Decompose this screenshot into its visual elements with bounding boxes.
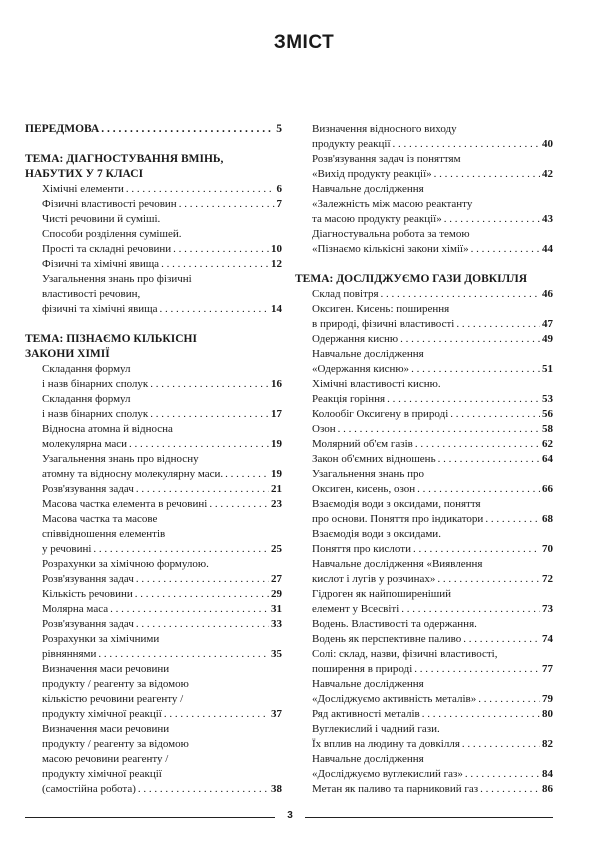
toc-entry-text: Молярна маса — [42, 603, 109, 615]
toc-entry[interactable] — [295, 722, 553, 752]
toc-page-number: 33 — [271, 618, 282, 630]
dot-leader — [126, 182, 275, 197]
toc-page-number: 19 — [271, 468, 282, 480]
toc-entry-leader-row — [312, 512, 553, 527]
toc-page-number: 73 — [542, 603, 553, 615]
toc-entry[interactable] — [25, 497, 282, 512]
toc-entry[interactable] — [295, 617, 553, 647]
toc-entry-leader-row — [42, 302, 282, 317]
toc-page-number: 53 — [542, 393, 553, 405]
toc-page-number: 79 — [542, 693, 553, 705]
toc-entry-text: Складання формул — [42, 363, 131, 375]
footer-rule-right — [305, 817, 553, 818]
toc-entry-leader-row — [42, 602, 282, 617]
dot-leader — [209, 497, 269, 512]
toc-entry-text: Гідроген як найпоширеніший — [312, 588, 452, 600]
toc-entry-text: Визначення маси речовини — [42, 723, 170, 735]
toc-page-number: 29 — [271, 588, 282, 600]
toc-entry[interactable] — [25, 362, 282, 392]
toc-entry-text: Фізичні властивості речовин — [42, 198, 177, 210]
toc-page-number: 80 — [542, 708, 553, 720]
toc-page-number: 6 — [276, 183, 282, 195]
toc-entry-text: Визначення відносного виходу — [312, 123, 457, 135]
toc-entry-text: продукту / реагенту за відомою — [42, 738, 189, 750]
toc-page-number: 25 — [271, 543, 282, 555]
dot-leader — [160, 302, 269, 317]
dot-leader — [101, 122, 274, 137]
toc-entry-text: Навчальне дослідження — [312, 348, 424, 360]
toc-entry[interactable] — [25, 512, 282, 557]
toc-entry-leader-row — [312, 452, 553, 467]
toc-entry-leader-row — [312, 287, 553, 302]
toc-entry-text: Масова частка елемента в речовині — [42, 498, 208, 510]
toc-entry[interactable] — [295, 332, 553, 347]
toc-entry[interactable] — [25, 632, 282, 662]
toc-entry-text: Поняття про кислоти — [312, 543, 411, 555]
toc-entry-text: атомну та відносну молекулярну маси. — [42, 468, 224, 480]
toc-page-number: 21 — [271, 483, 282, 495]
toc-entry-text: «Вихід продукту реакції» — [312, 168, 432, 180]
toc-entry-text: Одержання кисню — [312, 333, 399, 345]
toc-entry-text: Взаємодія води з оксидами, поняття — [312, 498, 481, 510]
toc-entry[interactable] — [25, 722, 282, 797]
toc-entry[interactable] — [295, 122, 553, 152]
toc-entry-text: Навчальне дослідження — [312, 753, 424, 765]
dot-leader — [225, 467, 269, 482]
toc-entry-text: «Досліджуємо вуглекислий газ» — [312, 768, 463, 780]
toc-entry[interactable] — [295, 227, 553, 257]
toc-entry-leader-row — [312, 482, 553, 497]
toc-entry-text: Солі: склад, назви, фізичні властивості, — [312, 648, 498, 660]
toc-entry-text: Розв'язування задач із поняттям — [312, 153, 461, 165]
toc-page-number: 58 — [542, 423, 553, 435]
toc-entry-text: Хімічні властивості кисню. — [312, 378, 441, 390]
toc-entry-text: Розв'язування задач — [42, 573, 134, 585]
toc-entry-text: Озон — [312, 423, 336, 435]
toc-entry-leader-row — [312, 137, 553, 152]
toc-page-number: 12 — [271, 258, 282, 270]
toc-entry-leader-row — [42, 617, 282, 632]
heading-line: ТЕМА: ПІЗНАЄМО КІЛЬКІСНІ — [25, 333, 197, 345]
toc-page-number: 17 — [271, 408, 282, 420]
toc-right-column — [295, 122, 553, 797]
dot-leader — [465, 767, 540, 782]
toc-entry-text: Склад повітря — [312, 288, 379, 300]
toc-entry-text: Узагальнення знань про фізичні — [42, 273, 192, 285]
toc-entry[interactable] — [25, 272, 282, 317]
toc-page-number: 56 — [542, 408, 553, 420]
toc-entry-text: Закон об'ємних відношень — [312, 453, 436, 465]
toc-page-number: 77 — [542, 663, 553, 675]
toc-entry[interactable] — [25, 617, 282, 632]
toc-entry-text: Реакція горіння — [312, 393, 386, 405]
toc-entry-text: Водень як перспективне паливо — [312, 633, 462, 645]
toc-entry[interactable] — [25, 182, 282, 197]
toc-entry-leader-row — [312, 317, 553, 332]
dot-leader — [444, 212, 540, 227]
toc-entry-text: співвідношення елементів — [42, 528, 166, 540]
toc-page-number: 10 — [271, 243, 282, 255]
toc-entry-leader-row — [312, 782, 553, 797]
toc-page-number: 72 — [542, 573, 553, 585]
toc-entry[interactable] — [295, 452, 553, 467]
toc-entry-leader-row — [312, 437, 553, 452]
toc-entry-leader-row — [42, 407, 282, 422]
toc-entry-text: та масою продукту реакції» — [312, 213, 442, 225]
toc-entry-text: Водень. Властивості та одержання. — [312, 618, 477, 630]
toc-page-number: 23 — [271, 498, 282, 510]
toc-entry-text: Узагальнення знань про — [312, 468, 425, 480]
toc-entry-text: про основи. Поняття про індикатори — [312, 513, 484, 525]
toc-entry-text: Розрахунки за хімічною формулою. — [42, 558, 209, 570]
toc-entry-leader-row — [42, 497, 282, 512]
heading-line: ЗАКОНИ ХІМІЇ — [25, 348, 110, 360]
toc-entry-leader-row — [312, 332, 553, 347]
toc-entry-leader-row — [42, 257, 282, 272]
toc-page-number: 49 — [542, 333, 553, 345]
toc-page-number: 64 — [542, 453, 553, 465]
dot-leader — [136, 617, 269, 632]
dot-leader — [485, 512, 540, 527]
dot-leader — [471, 242, 540, 257]
toc-entry[interactable] — [295, 467, 553, 497]
toc-entry-leader-row — [42, 197, 282, 212]
toc-page-number: 47 — [542, 318, 553, 330]
toc-entry[interactable] — [25, 557, 282, 587]
toc-entry-leader-row — [25, 122, 282, 137]
toc-entry[interactable] — [25, 392, 282, 422]
toc-page-number: 38 — [271, 783, 282, 795]
dot-leader — [411, 362, 540, 377]
toc-entry-text: «Досліджуємо активність металів» — [312, 693, 477, 705]
toc-entry-text: і назв бінарних сполук — [42, 378, 149, 390]
toc-entry-leader-row — [312, 362, 553, 377]
toc-entry-leader-row — [312, 707, 553, 722]
toc-page-number: 51 — [542, 363, 553, 375]
dot-leader — [93, 542, 269, 557]
dot-leader — [387, 392, 540, 407]
toc-entry-leader-row — [42, 707, 282, 722]
toc-entry[interactable] — [295, 152, 553, 182]
toc-entry-text: Ряд активності металів — [312, 708, 420, 720]
dot-leader — [161, 257, 269, 272]
dot-leader — [480, 782, 540, 797]
toc-entry-text: кислот і лугів у розчинах» — [312, 573, 436, 585]
toc-entry-text: в природі, фізичні властивості — [312, 318, 455, 330]
toc-entry-text: ПЕРЕДМОВА — [25, 123, 100, 135]
toc-entry-text: Метан як паливо та парниковий газ — [312, 783, 479, 795]
toc-section-heading — [25, 152, 282, 182]
toc-entry-leader-row — [42, 437, 282, 452]
toc-entry[interactable] — [25, 212, 282, 257]
toc-entry-leader-row — [312, 692, 553, 707]
dot-leader — [98, 647, 269, 662]
toc-entry[interactable] — [25, 257, 282, 272]
dot-leader — [150, 407, 269, 422]
toc-entry[interactable] — [25, 587, 282, 602]
toc-entry-leader-row — [312, 662, 553, 677]
page-number: 3 — [287, 810, 293, 821]
toc-entry[interactable] — [295, 407, 553, 422]
toc-entry[interactable] — [295, 707, 553, 722]
toc-entry-text: Визначення маси речовини — [42, 663, 170, 675]
toc-entry-text: Навчальне дослідження — [312, 678, 424, 690]
toc-page-number: 84 — [542, 768, 553, 780]
toc-entry[interactable] — [25, 662, 282, 722]
toc-page-number: 16 — [271, 378, 282, 390]
toc-entry[interactable] — [295, 497, 553, 527]
toc-entry-text: Фізичні та хімічні явища — [42, 258, 160, 270]
toc-entry-leader-row — [312, 167, 553, 182]
toc-entry-text: і назв бінарних сполук — [42, 408, 149, 420]
toc-page-number: 68 — [542, 513, 553, 525]
toc-entry-text: Вуглекислий і чадний гази. — [312, 723, 440, 735]
toc-entry[interactable] — [25, 422, 282, 452]
toc-page-number: 62 — [542, 438, 553, 450]
toc-entry-text: властивості речовин, — [42, 288, 141, 300]
dot-leader — [422, 707, 540, 722]
toc-entry-text: (самостійна робота) — [42, 783, 136, 795]
dot-leader — [400, 332, 540, 347]
spacer — [25, 317, 282, 332]
toc-entry[interactable] — [295, 287, 553, 302]
toc-entry-text: Хімічні елементи — [42, 183, 124, 195]
toc-entry-leader-row — [42, 647, 282, 662]
toc-page-number: 40 — [542, 138, 553, 150]
dot-leader — [414, 662, 540, 677]
spacer — [25, 137, 282, 152]
dot-leader — [135, 587, 269, 602]
dot-leader — [456, 317, 540, 332]
toc-entry-leader-row — [312, 737, 553, 752]
toc-entry-text: Навчальне дослідження — [312, 183, 424, 195]
toc-entry-leader-row — [42, 482, 282, 497]
dot-leader — [381, 287, 540, 302]
toc-entry-text: «Залежність між масою реактанту — [312, 198, 473, 210]
toc-entry-text: Масова частка та масове — [42, 513, 158, 525]
toc-entry-leader-row — [312, 392, 553, 407]
toc-page-number: 66 — [542, 483, 553, 495]
toc-entry-text: «Пізнаємо кількісні закони хімії» — [312, 243, 469, 255]
toc-entry-text: Чисті речовини й суміші. — [42, 213, 161, 225]
toc-entry[interactable] — [295, 677, 553, 707]
toc-left-column — [25, 122, 282, 797]
toc-entry[interactable] — [295, 782, 553, 797]
toc-page-number: 74 — [542, 633, 553, 645]
toc-entry-text: продукту хімічної реакції — [42, 768, 162, 780]
toc-entry-text: фізичні та хімічні явища — [42, 303, 158, 315]
footer-rule-left — [25, 817, 275, 818]
toc-entry-text: Взаємодія води з оксидами. — [312, 528, 441, 540]
toc-entry-leader-row — [42, 467, 282, 482]
toc-entry-text: поширення в природі — [312, 663, 413, 675]
toc-page-number: 42 — [542, 168, 553, 180]
toc-entry-text: Оксиген, кисень, озон — [312, 483, 416, 495]
toc-entry-leader-row — [42, 242, 282, 257]
toc-entry[interactable] — [295, 437, 553, 452]
toc-entry-leader-row — [312, 407, 553, 422]
dot-leader — [450, 407, 540, 422]
toc-page-number: 86 — [542, 783, 553, 795]
dot-leader — [417, 482, 540, 497]
dot-leader — [463, 632, 540, 647]
toc-page-number: 31 — [271, 603, 282, 615]
toc-entry-text: Відносна атомна й відносна — [42, 423, 173, 435]
toc-page-number: 27 — [271, 573, 282, 585]
toc-page-number: 5 — [276, 123, 282, 135]
dot-leader — [110, 602, 269, 617]
toc-entry-text: продукту / реагенту за відомою — [42, 678, 189, 690]
dot-leader — [434, 167, 540, 182]
dot-leader — [437, 572, 540, 587]
toc-entry-leader-row — [312, 572, 553, 587]
toc-entry-text: Колообіг Оксигену в природі — [312, 408, 449, 420]
dot-leader — [393, 137, 540, 152]
toc-entry-text: Оксиген. Кисень: поширення — [312, 303, 450, 315]
toc-entry-leader-row — [42, 587, 282, 602]
toc-entry-text: Розрахунки за хімічними — [42, 633, 160, 645]
toc-page-number: 44 — [542, 243, 553, 255]
toc-entry[interactable] — [295, 422, 553, 437]
dot-leader — [478, 692, 540, 707]
toc-entry-leader-row — [42, 377, 282, 392]
dot-leader — [179, 197, 275, 212]
toc-entry-leader-row — [312, 212, 553, 227]
heading-line: НАБУТИХ У 7 КЛАСІ — [25, 168, 144, 180]
dot-leader — [136, 572, 269, 587]
toc-page-number: 7 — [276, 198, 282, 210]
toc-entry[interactable] — [295, 182, 553, 227]
toc-page-number: 19 — [271, 438, 282, 450]
toc-entry-text: елемент у Всесвіті — [312, 603, 400, 615]
toc-page-number: 37 — [271, 708, 282, 720]
toc-entry-text: Їх вплив на людину та довкілля — [312, 738, 460, 750]
toc-entry[interactable] — [25, 602, 282, 617]
toc-entry[interactable] — [295, 752, 553, 782]
heading-line: ТЕМА: ДІАГНОСТУВАННЯ ВМІНЬ, — [25, 153, 224, 165]
toc-page-number: 14 — [271, 303, 282, 315]
toc-entry-text: Розв'язування задач — [42, 483, 134, 495]
toc-entry[interactable] — [25, 197, 282, 212]
toc-entry-leader-row — [312, 542, 553, 557]
toc-entry-text: у речовині — [42, 543, 92, 555]
toc-section-heading — [295, 272, 553, 287]
dot-leader — [173, 242, 269, 257]
toc-entry-text: молекулярна маси — [42, 438, 127, 450]
dot-leader — [129, 437, 269, 452]
toc-entry-text: продукту реакції — [312, 138, 391, 150]
dot-leader — [462, 737, 540, 752]
dot-leader — [136, 482, 269, 497]
dot-leader — [150, 377, 269, 392]
toc-entry-text: Прості та складні речовини — [42, 243, 172, 255]
spacer — [295, 257, 553, 272]
toc-entry-text: кількістю речовини реагенту / — [42, 693, 184, 705]
toc-entry-text: продукту хімічної реакції — [42, 708, 162, 720]
toc-entry-text: Розв'язування задач — [42, 618, 134, 630]
toc-entry-leader-row — [42, 572, 282, 587]
toc-entry-leader-row — [312, 602, 553, 617]
toc-entry-text: Кількість речовини — [42, 588, 133, 600]
toc-entry[interactable] — [295, 587, 553, 617]
dot-leader — [415, 437, 540, 452]
toc-entry-leader-row — [312, 767, 553, 782]
toc-entry-text: масою речовини реагенту / — [42, 753, 169, 765]
toc-entry-text: рівняннями — [42, 648, 97, 660]
dot-leader — [338, 422, 540, 437]
toc-entry[interactable] — [295, 347, 553, 377]
toc-entry-text: Молярний об'єм газів — [312, 438, 413, 450]
toc-entry[interactable] — [295, 377, 553, 407]
toc-entry-text: «Одержання кисню» — [312, 363, 410, 375]
dot-leader — [138, 782, 269, 797]
dot-leader — [413, 542, 540, 557]
toc-section-heading — [25, 332, 282, 362]
toc-entry-text: Узагальнення знань про відносну — [42, 453, 199, 465]
toc-entry-leader-row — [312, 242, 553, 257]
toc-entry[interactable] — [295, 302, 553, 332]
toc-page-number: 46 — [542, 288, 553, 300]
toc-entry[interactable] — [25, 452, 282, 482]
toc-entry-text: Навчальне дослідження «Виявлення — [312, 558, 483, 570]
toc-entry-text: Діагностувальна робота за темою — [312, 228, 470, 240]
toc-entry[interactable] — [295, 557, 553, 587]
toc-entry-text: Складання формул — [42, 393, 131, 405]
toc-page-number: 82 — [542, 738, 553, 750]
toc-entry-text: Способи розділення сумішей. — [42, 228, 182, 240]
toc-page-number: 70 — [542, 543, 553, 555]
toc-entry-leader-row — [42, 182, 282, 197]
toc-entry-leader-row — [312, 422, 553, 437]
heading-line: ТЕМА: ДОСЛІДЖУЄМО ГАЗИ ДОВКІЛЛЯ — [295, 273, 528, 285]
dot-leader — [164, 707, 269, 722]
toc-entry[interactable] — [25, 482, 282, 497]
dot-leader — [401, 602, 540, 617]
toc-entry[interactable] — [295, 527, 553, 557]
toc-entry[interactable] — [295, 647, 553, 677]
toc-entry-leader-row — [42, 542, 282, 557]
toc-entry[interactable] — [25, 122, 282, 137]
toc-entry-leader-row — [312, 632, 553, 647]
dot-leader — [438, 452, 540, 467]
toc-page-number: 35 — [271, 648, 282, 660]
toc-entry-leader-row — [42, 782, 282, 797]
page-title: ЗМІСТ — [273, 32, 335, 53]
toc-page-number: 43 — [542, 213, 553, 225]
